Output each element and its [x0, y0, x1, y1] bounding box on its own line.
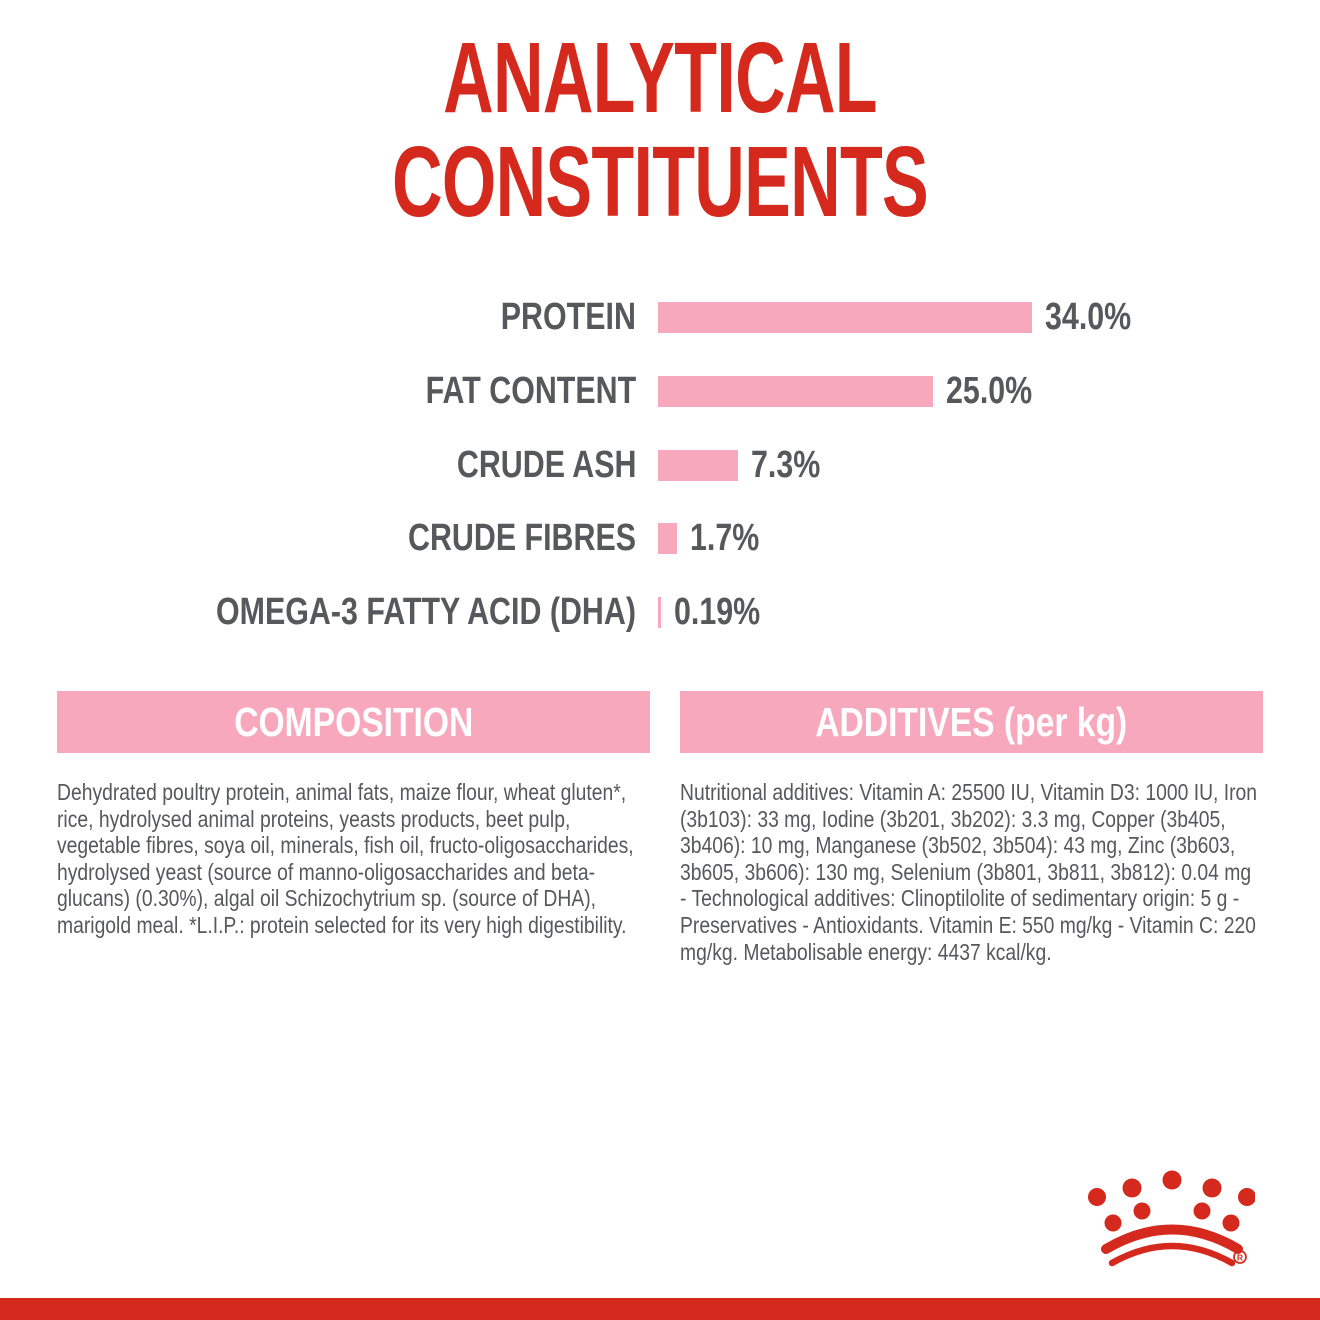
chart-row: [0, 591, 1320, 633]
chart-row: [0, 296, 1320, 338]
bar-value: 7.3%: [751, 443, 821, 486]
additives-header-band: [680, 691, 1263, 753]
page-title-line1: ANALYTICAL: [443, 22, 877, 134]
svg-text:R: R: [1236, 1252, 1244, 1263]
page-title-line2: CONSTITUENTS: [391, 126, 929, 238]
bar-value: 25.0%: [946, 369, 1033, 412]
bar-value: 0.19%: [673, 591, 760, 633]
analytical-constituents-chart: [0, 296, 1320, 642]
registered-trademark-icon: [1234, 1251, 1246, 1263]
bar: [658, 597, 661, 628]
additives-text: Nutritional additives: Vitamin A: 25500 IU, Vitamin D3: 1000 IU, Iron (3b103): 33 mg, Iodine (3b201, 3b202): 3.3 mg, Copper (3b405, 3b406): 10 mg, Manganese (3b502, 3b504): 43 mg, Zinc (3b603, 3b605, 3b606): 130 mg, Selenium (3b801, 3b811, 3b812): 0.04 mg - Technological additives: Clinoptilolite of sedimentary origin: 5 g - Preservatives - Antioxidants. Vitamin E: 550 mg/kg - Vitamin C: 220 mg/kg. Metabolisable energy: 4437 kcal/kg.: [680, 779, 1258, 965]
page-title: [198, 22, 1122, 238]
bar-label: OMEGA-3 FATTY ACID (DHA): [216, 591, 636, 633]
bar-label: CRUDE FIBRES: [407, 517, 636, 560]
composition-header: COMPOSITION: [233, 698, 474, 745]
bar-label: CRUDE ASH: [456, 443, 636, 486]
chart-row: [0, 443, 1320, 486]
composition-text: Dehydrated poultry protein, animal fats, maize flour, wheat gluten*, rice, hydrolysed animal proteins, yeasts products, beet pulp, vegetable fibres, soya oil, minerals, fish oil, fructo-oligosaccharides, hydrolysed yeast (source of manno-oligosaccharides and beta-glucans) (0.30%), algal oil Schizochytrium sp. (source of DHA), marigold meal. *L.I.P.: protein selected for its very high digestibility.: [57, 779, 634, 938]
bar: [658, 450, 738, 481]
bar: [658, 376, 933, 407]
chart-row: [0, 369, 1320, 412]
bar-label: FAT CONTENT: [425, 369, 636, 412]
chart-row: [0, 517, 1320, 560]
composition-header-band: [57, 691, 650, 753]
footer-red-band: [0, 1298, 1320, 1320]
composition-section: [57, 691, 650, 938]
bar: [658, 302, 1032, 333]
royal-canin-crown-icon: [1085, 1170, 1255, 1270]
bar-label: PROTEIN: [500, 296, 636, 338]
additives-header: ADDITIVES (per kg): [815, 698, 1128, 745]
bar: [658, 523, 677, 554]
bar-value: 1.7%: [689, 517, 759, 560]
additives-section: [680, 691, 1263, 965]
bar-value: 34.0%: [1045, 296, 1132, 338]
